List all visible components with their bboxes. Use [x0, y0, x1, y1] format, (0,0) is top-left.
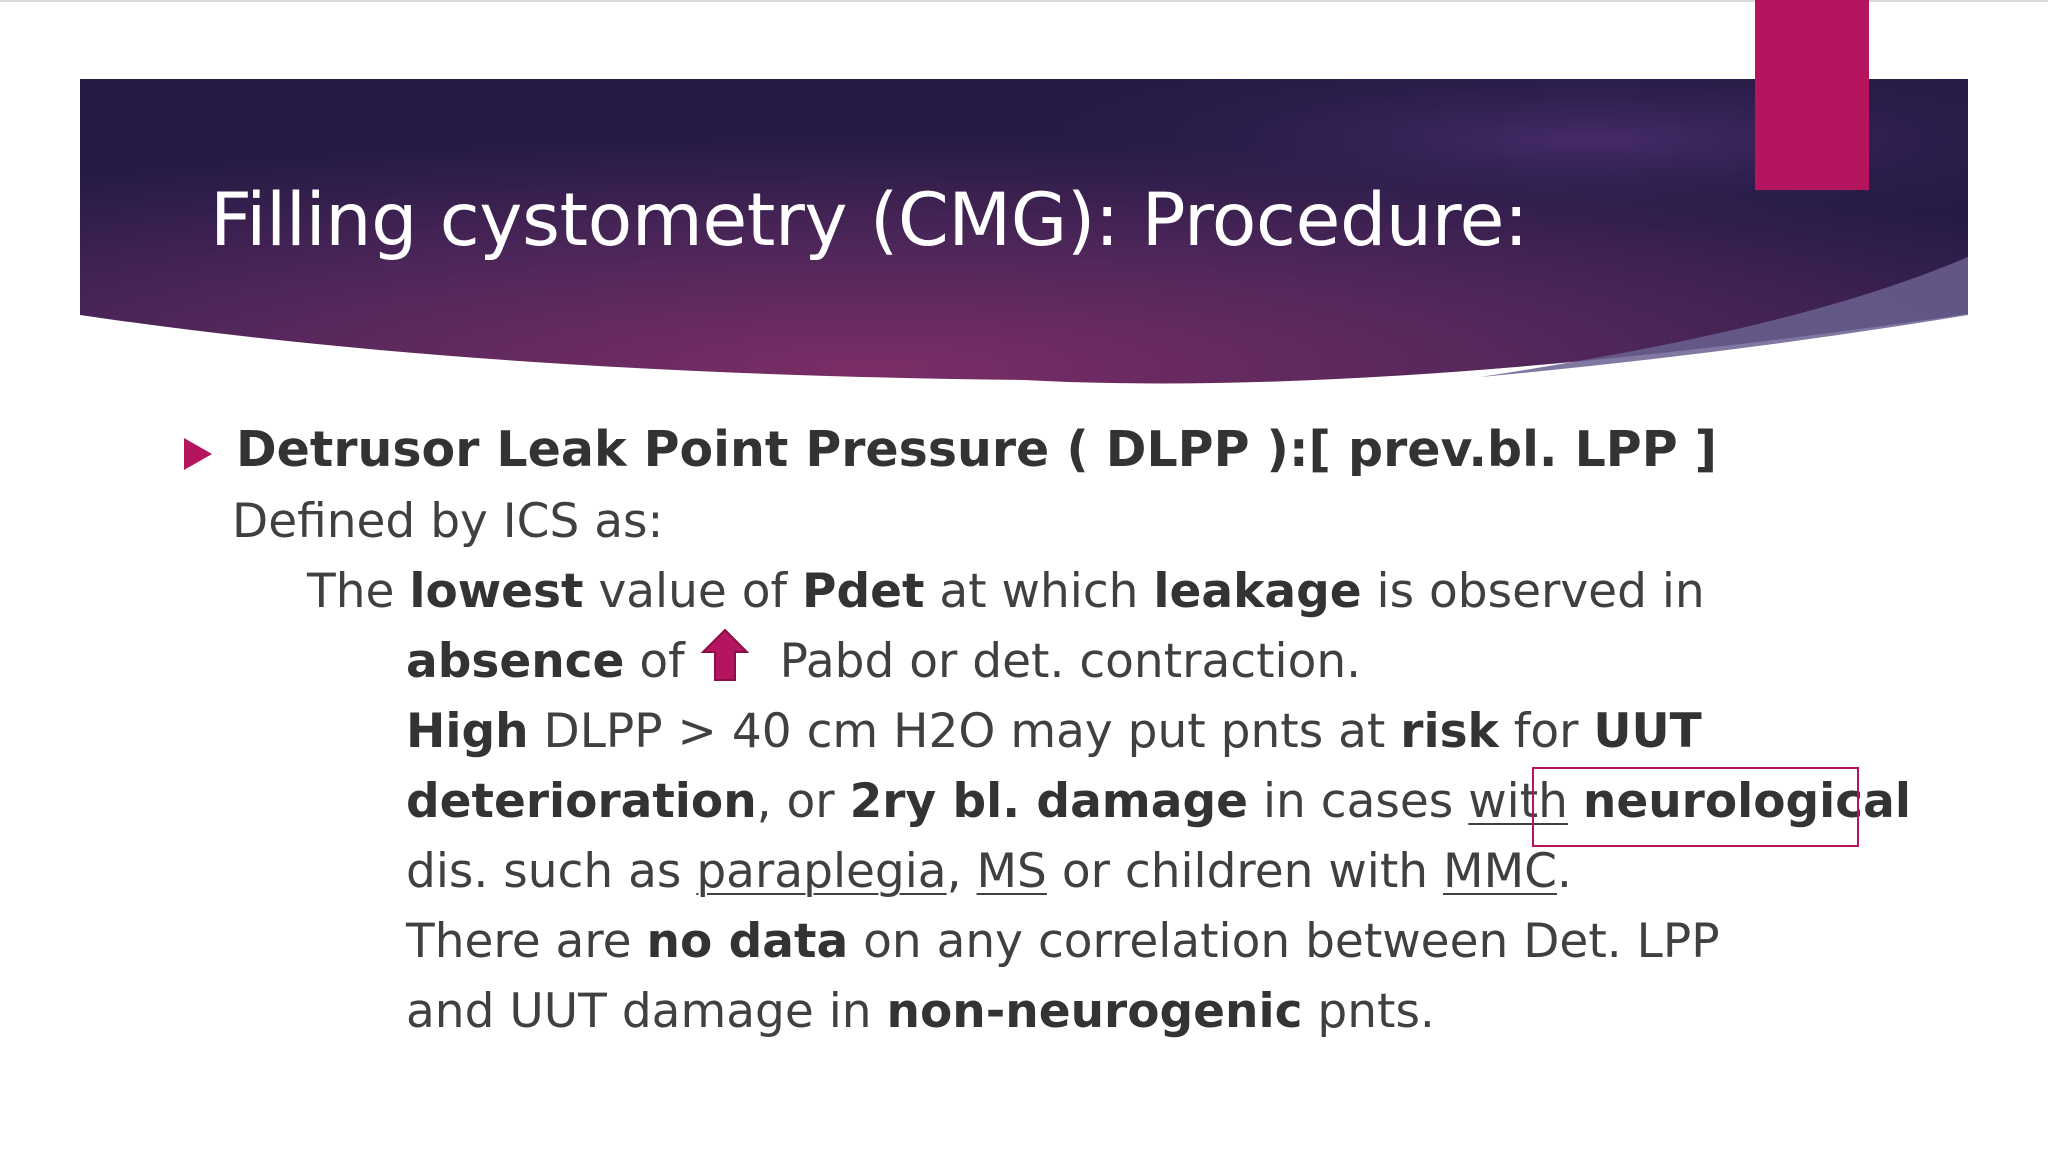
- body-line-3: absence of Pabd or det. contraction.: [406, 634, 1362, 689]
- body-line-1: Defined by ICS as:: [232, 494, 664, 549]
- slide-title: Filling cystometry (CMG): Procedure:: [210, 178, 1528, 263]
- accent-tab: [1755, 0, 1869, 190]
- bullet-triangle-icon: [184, 438, 212, 470]
- up-arrow-icon: [701, 628, 749, 682]
- body-line-7: There are no data on any correlation between Det. LPP: [406, 914, 1720, 969]
- bullet-heading: Detrusor Leak Point Pressure ( DLPP ):[ prev.bl. LPP ]: [236, 421, 1718, 478]
- body-line-2: The lowest value of Pdet at which leakage is observed in: [307, 564, 1705, 619]
- body-line-6: dis. such as paraplegia, MS or children with MMC.: [406, 844, 1572, 899]
- body-line-5: deterioration, or 2ry bl. damage in cases with neurological: [406, 774, 1911, 829]
- highlight-box: [1532, 767, 1859, 847]
- body-line-8: and UUT damage in non-neurogenic pnts.: [406, 984, 1435, 1039]
- body-line-4: High DLPP > 40 cm H2O may put pnts at risk for UUT: [406, 704, 1702, 759]
- top-border: [0, 0, 2048, 2]
